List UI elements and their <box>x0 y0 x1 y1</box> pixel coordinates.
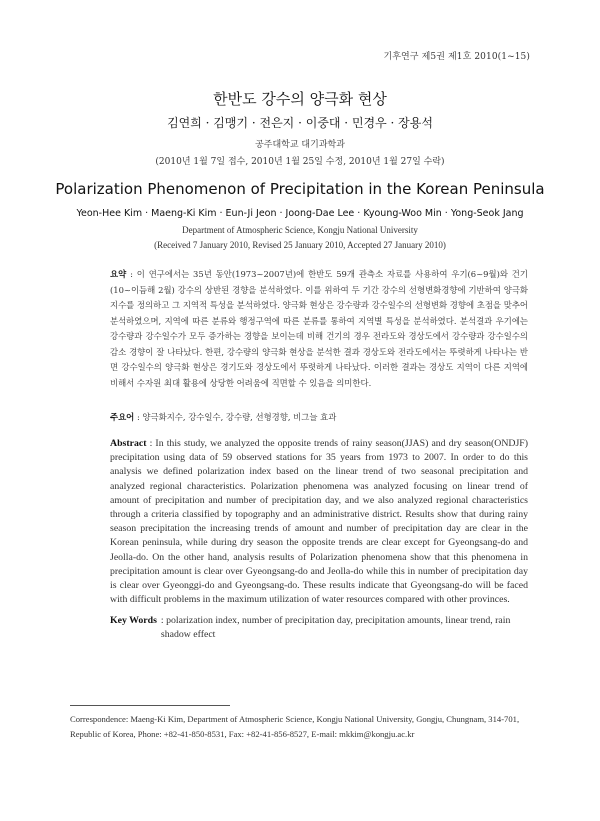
korean-dates: (2010년 1월 7일 접수, 2010년 1월 25일 수정, 2010년 1월 27일 수락) <box>155 157 445 167</box>
english-abstract <box>110 437 528 607</box>
english-dates: (Received 7 January 2010, Revised 25 January 2010, Accepted 27 January 2010) <box>154 240 446 250</box>
korean-abstract-label: 요약 <box>110 269 127 279</box>
footnote-divider <box>70 705 230 706</box>
korean-abstract <box>110 267 528 391</box>
korean-abstract-text: : 이 연구에서는 35년 동안(1973~2007년)에 한반도 59개 관측소 자료를 사용하여 우기(6~9월)와 건기(10~이듬해 2월) 강수의 상반된 경향을 분석하였다. 이를 위하여 두 기간 강수의 선형변화경향에 기반하여 양극화지수를 정의하고 그 지역적 특성을 분석하였다. 양극화 현상은 강수량과 강수일수의 선형변화 경향에 초점을 맞추어 분석하였으며, 지역에 따른 분류와 행정구역에 따른 분류를 통하여 지역별 특성을 분석하였다. 분석결과 우기에는 강수량과 강수일수가 모두 증가하는 경향을 보이는데 비해 건기의 경우 전라도와 경상도에서 강수량과 강수일수의 감소 경향이 잘 나타났다. 한편, 강수량의 양극화 현상을 분석한 결과 경상도와 전라도에서는 뚜렷하게 나타나는 반면 강수일수의 양극화 현상은 경기도와 경상도에서 뚜렷하게 나타났다. 이러한 결과는 경상도 지역이 다른 지역에 비해서 수자원 최대 활용에 상당한 어려움에 직면할 수 있음을 의미한다. <box>110 269 528 388</box>
korean-title: 한반도 강수의 양극화 현상 <box>213 90 387 108</box>
english-title: Polarization Phenomenon of Precipitation in the Korean Peninsula <box>55 180 545 198</box>
english-keywords-text: : polarization index, number of precipitation day, precipitation amounts, linear trend, rain shadow effect <box>160 615 511 641</box>
correspondence-footnote: Correspondence: Maeng-Ki Kim, Department of Atmospheric Science, Kongju National University, Gongju, Chungnam, 314-701, Republic of Korea, Phone: +82-41-850-8531, Fax: +82-41-856-8527, E-mail: mkkim@kongju.ac.kr <box>70 714 520 739</box>
english-abstract-text: : In this study, we analyzed the opposite trends of rainy season(JJAS) and dry season(ONDJF) precipitation using data of 59 observed stations for 35 years from 1973 to 2007. In order to do this analysis we defined polarization index based on the linear trend of two seasonal precipitation and analyzed regional characteristics. Polarization phenomena was analyzed focusing on linear trend of amount of precipitation and number of precipitation day, and we also analyzed regional characteristics through a criteria classified by topography and an administrative district. Results show that during rainy season precipitation the increasing trends of amount and number of precipitation day are clear in the Korean peninsula, while during dry season the opposite trends are clear except for Gyeongsang-do and Jeolla-do. On the other hand, analysis results of Polarization phenomena show that this phenomena in precipitation amount is clear over Gyeongsang-do and Jeolla-do while this in number of precipitation day is clear over Gyeonggi-do and Gyeongsang-do. These results indicate that Gyeongsang-do will be faced with difficult problems in the maximum utilization of water resources compared with other provinces. <box>110 438 528 606</box>
journal-reference: 기후연구 제5권 제1호 2010(1~15) <box>383 52 530 62</box>
english-keywords <box>110 614 528 642</box>
english-authors: Yeon-Hee Kim · Maeng-Ki Kim · Eun-Ji Jeon · Joong-Dae Lee · Kyoung-Woo Min · Yong-Seok Jang <box>76 208 524 219</box>
korean-affiliation: 공주대학교 대기과학과 <box>255 140 345 150</box>
korean-authors: 김연희 · 김맹기 · 전은지 · 이중대 · 민경우 · 장용석 <box>167 116 433 130</box>
korean-keywords-text: : 양극화지수, 강수일수, 강수량, 선형경향, 비그늘 효과 <box>136 412 337 422</box>
english-abstract-label: Abstract <box>110 438 147 449</box>
english-keywords-label: Key Words <box>110 615 157 626</box>
korean-keywords-label: 주요어 <box>110 412 135 422</box>
korean-keywords <box>110 411 528 423</box>
english-affiliation: Department of Atmospheric Science, Kongju National University <box>182 225 418 235</box>
